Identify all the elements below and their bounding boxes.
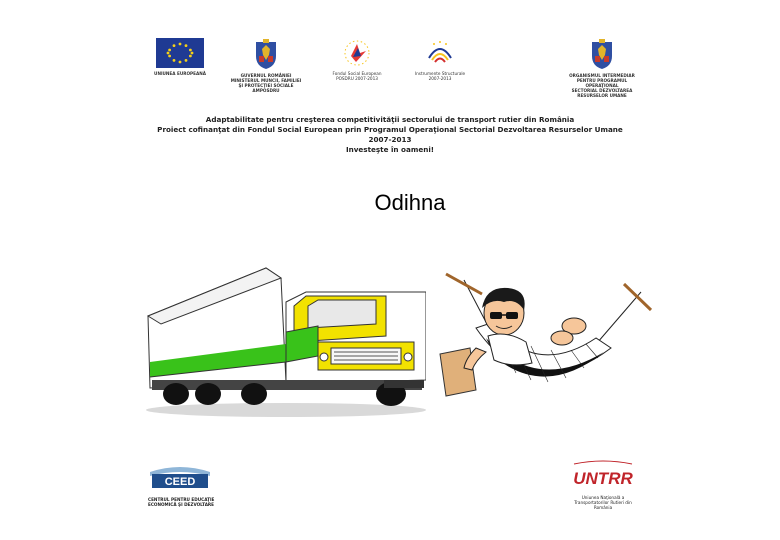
ceed-name: CEED xyxy=(164,476,196,488)
untrr-caption-1: Uniunea Naţională a xyxy=(581,495,625,500)
untrr-emblem-icon xyxy=(570,458,636,490)
is-logo xyxy=(408,38,472,81)
fse-caption-1: Fondul Social European xyxy=(332,71,382,76)
is-caption-1: Instrumente Structurale xyxy=(414,71,466,76)
fse-star-icon xyxy=(342,38,372,68)
fse-caption-2: POSDRU 2007-2013 xyxy=(336,76,378,81)
coat-of-arms-icon xyxy=(589,38,615,70)
oi-logo xyxy=(562,38,642,98)
fse-logo xyxy=(322,38,392,81)
gov-caption-2: MINISTERUL MUNCII, FAMILIEI xyxy=(230,78,302,83)
hammock-relax-illustration xyxy=(436,268,658,403)
untrr-name: UNTRR xyxy=(573,469,633,488)
project-header xyxy=(150,115,630,155)
untrr-caption-3: România xyxy=(593,505,613,510)
eu-caption: UNIUNEA EUROPEANĂ xyxy=(154,71,206,76)
oi-caption-1: ORGANISMUL INTERMEDIAR xyxy=(569,73,635,78)
truck-illustration xyxy=(136,262,426,422)
eu-logo xyxy=(150,38,210,76)
ceed-logo xyxy=(148,464,228,507)
oi-caption-3: SECTORIAL DEZVOLTAREA xyxy=(571,88,633,93)
header-line-1: Adaptabilitate pentru creşterea competitivităţii sectorului de transport rutier din România xyxy=(205,115,575,124)
is-caption-2: 2007-2013 xyxy=(428,76,452,81)
gov-caption-1: GUVERNUL ROMÂNIEI xyxy=(240,73,292,78)
oi-caption-4: RESURSELOR UMANE xyxy=(577,93,627,98)
untrr-caption-2: Transportatorilor Rutieri din xyxy=(574,500,632,505)
ceed-emblem-icon xyxy=(148,464,212,490)
header-line-4: Investeşte în oameni! xyxy=(345,145,435,154)
untrr-logo xyxy=(568,458,638,510)
oi-caption-2: PENTRU PROGRAMUL OPERAŢIONAL xyxy=(576,78,628,88)
header-line-3: 2007-2013 xyxy=(368,135,412,144)
slide-title: Odihna xyxy=(374,190,446,215)
gov-caption-3: ŞI PROTECŢIEI SOCIALE xyxy=(238,83,294,88)
coat-of-arms-icon xyxy=(253,38,279,70)
ceed-caption-1: CENTRUL PENTRU EDUCAŢIE xyxy=(148,497,215,502)
header-line-2: Proiect cofinanţat din Fondul Social European prin Programul Operaţional Sectorial Dezvoltarea Resurselor Umane xyxy=(157,125,623,134)
structural-instruments-icon xyxy=(425,38,455,68)
gov-caption-4: AMPOSDRU xyxy=(252,88,280,93)
eu-flag-icon xyxy=(156,38,204,68)
gov-logo xyxy=(228,38,304,93)
ceed-caption-2: ECONOMICĂ ŞI DEZVOLTARE xyxy=(148,502,215,507)
